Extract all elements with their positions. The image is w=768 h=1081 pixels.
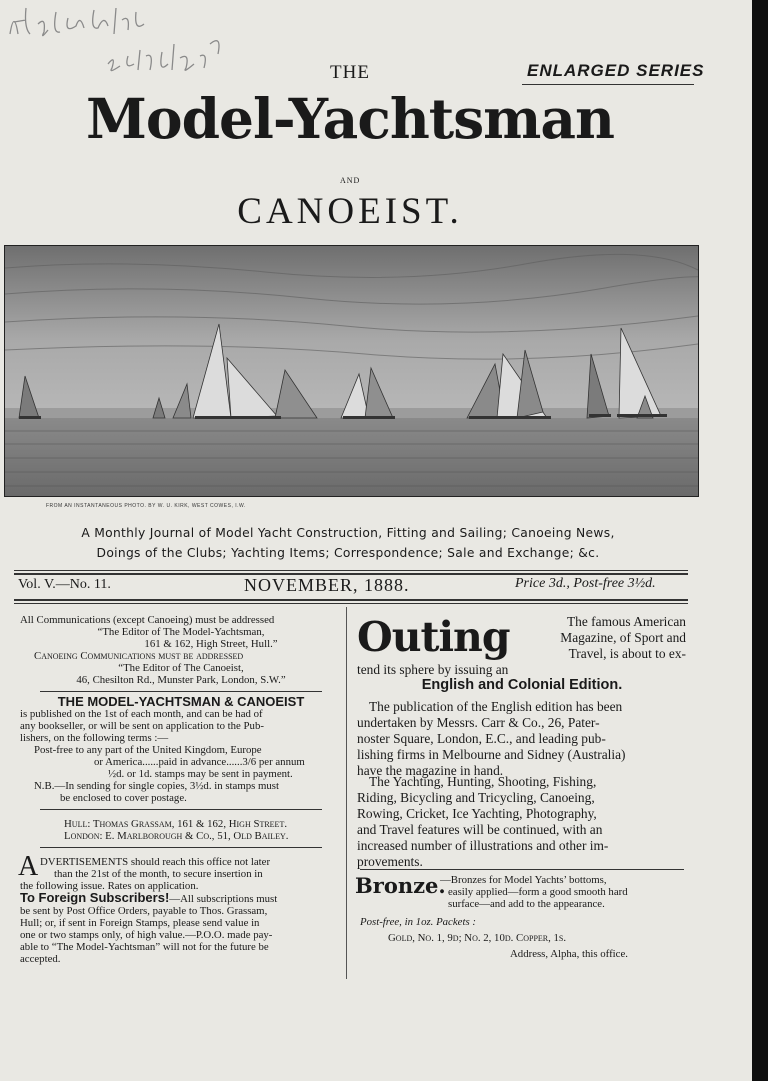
journal-description-line: A Monthly Journal of Model Yacht Construction, Fitting and Sailing; Canoeing News, <box>81 526 615 540</box>
paragraph-line: increased number of illustrations and other im- <box>357 838 609 853</box>
series-label: ENLARGED SERIES <box>527 61 705 80</box>
communications-block <box>20 614 342 686</box>
masthead-subtitle: CANOEIST. <box>237 191 463 232</box>
foreign-subscribers-notice <box>20 892 342 965</box>
comms-line: All Communications (except Canoeing) must be addressed <box>20 614 275 626</box>
outing-line: The famous American <box>567 614 686 629</box>
comms-line: Canoeing Communications must be addressed <box>34 650 244 662</box>
terms-line: N.B.—In sending for single copies, 3½d. in stamps must <box>34 780 280 792</box>
rule <box>40 809 322 810</box>
comms-line: 46, Chesilton Rd., Munster Park, London, S.W.” <box>76 674 286 686</box>
handwritten-annotation <box>4 4 244 84</box>
foreign-line: be sent by Post Office Orders, payable to Thos. Grassam, <box>20 905 268 917</box>
photo-credit: FROM AN INSTANTANEOUS PHOTO. BY W. U. KIRK, WEST COWES, I.W. <box>46 503 246 509</box>
volume-number: Vol. V.—No. 11. <box>18 577 111 592</box>
paragraph-line: noster Square, London, E.C., and leading pub- <box>357 731 606 746</box>
outing-line: Magazine, of Sport and <box>560 630 686 645</box>
bronze-line: easily applied—form a good smooth hard <box>448 886 628 898</box>
issue-date: NOVEMBER, 1888. <box>244 575 410 595</box>
foreign-heading: To Foreign Subscribers! <box>20 890 170 905</box>
foreign-line: one or two stamps only, of high value.—P.O.O. made pay- <box>20 929 273 941</box>
comms-line: “The Editor of The Model-Yachtsman, <box>97 626 265 638</box>
terms-line: Post-free to any part of the United Kingdom, Europe <box>34 744 262 756</box>
bronze-ad <box>440 874 690 910</box>
foreign-line: accepted. <box>20 953 61 965</box>
yacht-race-engraving <box>5 246 698 496</box>
masthead-title: Model-Yachtsman <box>86 86 614 151</box>
foreign-line: Hull; or, if sent in Foreign Stamps, please send value in <box>20 917 260 929</box>
yacht-race-illustration <box>4 245 699 497</box>
outing-paragraph-2 <box>357 774 687 870</box>
rule <box>14 599 688 601</box>
book-spine-edge <box>752 0 768 1081</box>
address-line: London: E. Marlborough & Co., 51, Old Bailey. <box>64 830 289 842</box>
publication-terms <box>20 696 342 804</box>
terms-line: any bookseller, or will be sent on application to the Pub- <box>20 720 264 732</box>
paragraph-line: undertaken by Messrs. Carr & Co., 26, Pater- <box>357 715 600 730</box>
paragraph-line: have the magazine in hand. <box>357 763 504 778</box>
terms-line: be enclosed to cover postage. <box>60 792 187 804</box>
series-underline <box>522 84 694 85</box>
address-line: Hull: Thomas Grassam, 161 & 162, High Street. <box>64 818 288 830</box>
terms-line: ½d. or 1d. stamps may be sent in payment. <box>108 768 293 780</box>
bronze-line: surface—and add to the appearance. <box>448 898 605 910</box>
outing-logo: Outing <box>357 613 510 661</box>
foreign-line: able to “The Model-Yachtsman” will not for the future be <box>20 941 269 953</box>
drop-cap: A <box>18 851 39 882</box>
issue-price: Price 3d., Post-free 3½d. <box>515 576 656 591</box>
adv-line: the following issue. Rates on application. <box>20 880 199 892</box>
bronze-address: Address, Alpha, this office. <box>510 948 628 960</box>
adv-line: DVERTISEMENTS should reach this office not later <box>40 856 271 868</box>
rule <box>14 570 688 571</box>
rule <box>360 869 684 870</box>
rule <box>14 603 688 604</box>
outing-intro-cont: tend its sphere by issuing an <box>357 662 509 677</box>
advertisement-notice <box>40 856 340 880</box>
bronze-postfree: Post-free, in 1oz. Packets : <box>360 916 476 928</box>
outing-line: Travel, is about to ex- <box>568 646 686 661</box>
terms-line: lishers, on the following terms :— <box>20 732 169 744</box>
outing-paragraph-1 <box>357 699 687 779</box>
bronze-logo: Bronze. <box>355 873 446 898</box>
comms-line: “The Editor of The Canoeist, <box>118 662 244 674</box>
bronze-prices: Gold, No. 1, 9d; No. 2, 10d. Copper, 1s. <box>388 932 567 944</box>
paragraph-line: The Yachting, Hunting, Shooting, Fishing, <box>369 774 597 789</box>
terms-line: is published on the 1st of each month, and can be had of <box>20 708 263 720</box>
foreign-line: —All subscriptions must <box>169 893 278 905</box>
paragraph-line: provements. <box>357 854 423 869</box>
publisher-addresses <box>64 818 344 842</box>
comms-line: 161 & 162, High Street, Hull.” <box>144 638 278 650</box>
adv-line: than the 21st of the month, to secure insertion in <box>54 868 263 880</box>
publication-heading: THE MODEL-YACHTSMAN & CANOEIST <box>57 694 305 709</box>
masthead-the: THE <box>330 62 370 83</box>
paragraph-line: The publication of the English edition has been <box>369 699 623 714</box>
terms-line: or America......paid in advance......3/6 per annum <box>94 756 305 768</box>
outing-intro <box>506 614 686 662</box>
paragraph-line: Rowing, Cricket, Ice Yachting, Photography, <box>357 806 597 821</box>
rule <box>40 691 322 692</box>
bronze-line: —Bronzes for Model Yachts’ bottoms, <box>440 874 607 886</box>
paragraph-line: and Travel features will be continued, with an <box>357 822 603 837</box>
masthead-and: AND <box>340 176 361 185</box>
paragraph-line: Riding, Bicycling and Tricycling, Canoeing, <box>357 790 595 805</box>
journal-description <box>8 523 688 563</box>
journal-description-line: Doings of the Clubs; Yachting Items; Correspondence; Sale and Exchange; &c. <box>96 546 600 560</box>
column-divider <box>346 607 347 979</box>
edition-heading: English and Colonial Edition. <box>421 677 623 693</box>
paragraph-line: lishing firms in Melbourne and Sidney (Australia) <box>357 747 626 762</box>
rule <box>40 847 322 848</box>
